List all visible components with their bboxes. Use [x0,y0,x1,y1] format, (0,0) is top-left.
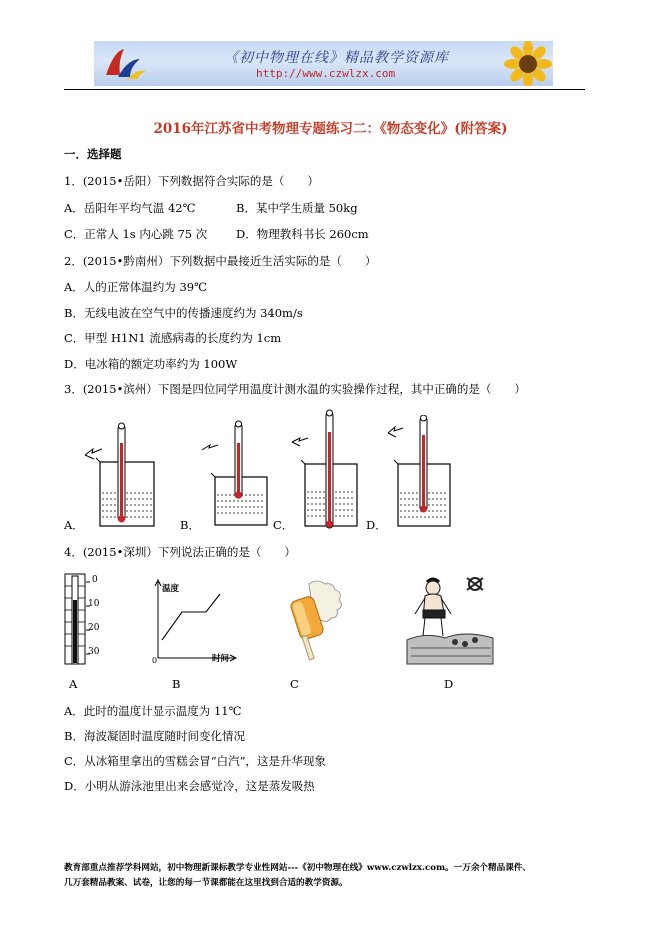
q4-fig-label-a: A [69,677,78,691]
thermo-tick-30: 30 [88,647,100,657]
q4-fig-label-b: B [172,677,181,691]
graph-y-label: 温度 [162,584,180,594]
q1-option-b: B．某中学生质量 50kg [236,201,358,215]
page-footer [64,861,604,891]
thermo-tick-20: 20 [88,623,100,633]
q3-label-b: B． [180,518,200,532]
footer-line-1: 教育部重点推荐学科网站，初中物理新课标教学专业性网站---《初中物理在线》www.czwlzx.com。一万余个精品课件、 [64,863,531,873]
graph-x-label: 时间 [212,654,230,664]
q1-option-d: D．物理教科书长 260cm [236,227,369,241]
sunflower-image [503,41,553,86]
banner-title: 《初中物理在线》精品教学资源库 [224,50,449,66]
q4-figure-d-swimmer [405,572,497,668]
q3-figure-a [80,415,166,531]
footer-line-2: 几万套精品教案、试卷，让您的每一节课都能在这里找到合适的教学资源。 [64,878,348,888]
q3-figure-b [200,415,270,531]
q4-figure-b-graph [150,576,240,668]
q2-stem: 2．(2015•黔南州）下列数据中最接近生活实际的是（ ） [64,254,377,268]
q3-stem: 3．(2015•滨州）下图是四位同学用温度计测水温的实验操作过程，其中正确的是（ ） [64,382,526,396]
q2-option-a: A．人的正常体温约为 39℃ [64,280,207,294]
q4-option-b: B．海波凝固时温度随时间变化情况 [64,729,245,743]
q3-figure-d [380,415,456,531]
q3-label-d: D． [366,518,387,532]
q1-option-c: C．正常人 1s 内心跳 75 次 [64,227,208,241]
q4-fig-label-c: C [290,677,299,691]
thermo-tick-0: 0 [92,575,98,585]
q2-option-d: D．电冰箱的额定功率约为 100W [64,357,238,371]
q4-figure-c-ice-cream [283,576,349,668]
q3-figure-c [290,408,362,531]
q4-option-d: D．小明从游泳池里出来会感觉冷，这是蒸发吸热 [64,779,315,793]
section-heading: 一．选择题 [64,147,122,161]
q4-option-a: A．此时的温度计显示温度为 11℃ [64,704,242,718]
header-banner [94,41,553,86]
banner-url[interactable]: http://www.czwlzx.com [256,67,396,80]
q2-option-b: B．无线电波在空气中的传播速度约为 340m/s [64,306,303,320]
q4-stem: 4．(2015•深圳）下列说法正确的是（ ） [64,545,296,559]
document-title: 2016年江苏省中考物理专题练习二：《物态变化》(附答案) [153,121,508,137]
q3-label-a: A． [64,518,84,532]
q1-stem: 1．(2015•岳阳）下列数据符合实际的是（ ） [64,174,319,188]
thermo-tick-10: 10 [88,599,100,609]
graph-origin: 0 [152,656,158,665]
q3-label-c: C． [273,518,294,532]
q4-option-c: C．从冰箱里拿出的雪糕会冒“白汽”，这是升华现象 [64,754,327,768]
header-rule [64,89,585,90]
q2-option-c: C．甲型 H1N1 流感病毒的长度约为 1cm [64,331,282,345]
site-logo [100,45,150,83]
q1-option-a: A．岳阳年平均气温 42℃ [64,201,196,215]
q4-fig-label-d: D [444,677,454,691]
q4-figure-a-thermometer [64,570,120,666]
